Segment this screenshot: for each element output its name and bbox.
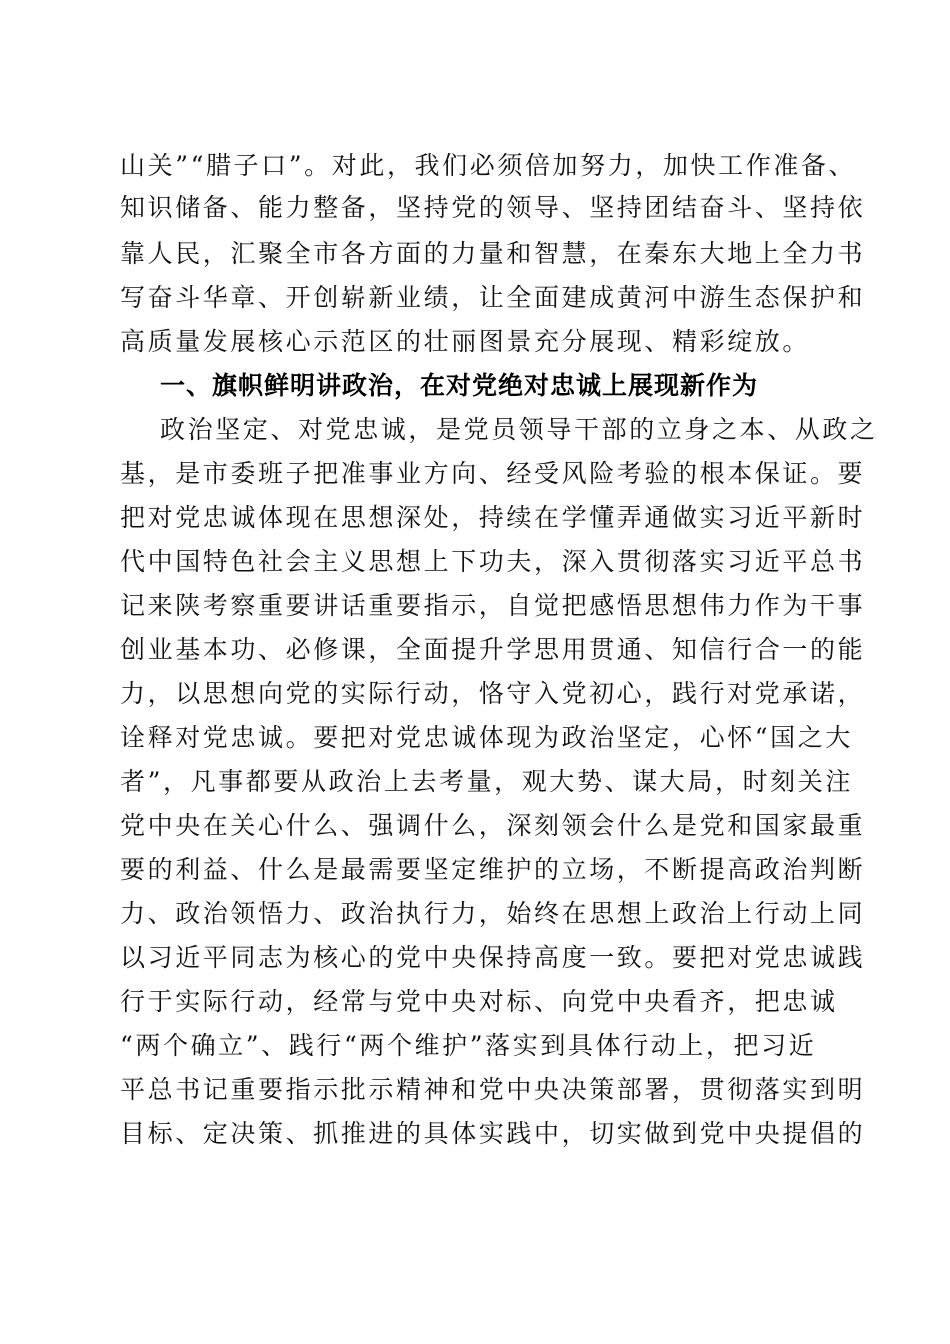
intro-line-2: 知识储备、能力整备，坚持党的领导、坚持团结奋斗、坚持依 (120, 193, 866, 222)
body-line-4: 代中国特色社会主义思想上下功夫，深入贯彻落实习近平总书 (120, 547, 866, 576)
body-line-13: 以习近平同志为核心的党中央保持高度一致。要把对党忠诚践 (120, 943, 866, 972)
body-line-3: 把对党忠诚体现在思想深处，持续在学懂弄通做实习近平新时 (120, 503, 866, 532)
body-line-11: 要的利益、什么是最需要坚定维护的立场，不断提高政治判断 (120, 855, 866, 884)
body-line-17: 目标、定决策、抓推进的具体实践中，切实做到党中央提倡的 (120, 1119, 866, 1148)
intro-line-3: 靠人民，汇聚全市各方面的力量和智慧，在秦东大地上全力书 (120, 239, 866, 268)
body-line-1: 政治坚定、对党忠诚，是党员领导干部的立身之本、从政之 (160, 415, 878, 444)
body-line-5: 记来陕考察重要讲话重要指示，自觉把感悟思想伟力作为干事 (120, 591, 866, 620)
body-line-14: 行于实际行动，经常与党中央对标、向党中央看齐，把忠诚 (120, 987, 838, 1016)
body-line-6: 创业基本功、必修课，全面提升学思用贯通、知信行合一的能 (120, 635, 866, 664)
intro-line-4: 写奋斗华章、开创崭新业绩，让全面建成黄河中游生态保护和 (120, 283, 866, 312)
body-line-7: 力，以思想向党的实际行动，恪守入党初心，践行对党承诺， (120, 679, 866, 708)
section-heading: 一、旗帜鲜明讲政治，在对党绝对忠诚上展现新作为 (160, 371, 759, 400)
intro-line-1: 山关”“腊子口”。对此，我们必须倍加努力，加快工作准备、 (120, 151, 857, 180)
body-line-2: 基，是市委班子把准事业方向、经受风险考验的根本保证。要 (120, 459, 866, 488)
body-line-16: 平总书记重要指示批示精神和党中央决策部署，贯彻落实到明 (120, 1075, 866, 1104)
body-line-10: 党中央在关心什么、强调什么，深刻领会什么是党和国家最重 (120, 811, 866, 840)
body-line-8: 诠释对党忠诚。要把对党忠诚体现为政治坚定，心怀“国之大 (120, 723, 853, 752)
body-line-15: “两个确立”、践行“两个维护”落实到具体行动上，把习近 (120, 1031, 817, 1060)
body-line-12: 力、政治领悟力、政治执行力，始终在思想上政治上行动上同 (120, 899, 866, 928)
body-line-9: 者”，凡事都要从政治上去考量，观大势、谋大局，时刻关注 (120, 767, 853, 796)
intro-line-5: 高质量发展核心示范区的壮丽图景充分展现、精彩绽放。 (120, 327, 811, 356)
